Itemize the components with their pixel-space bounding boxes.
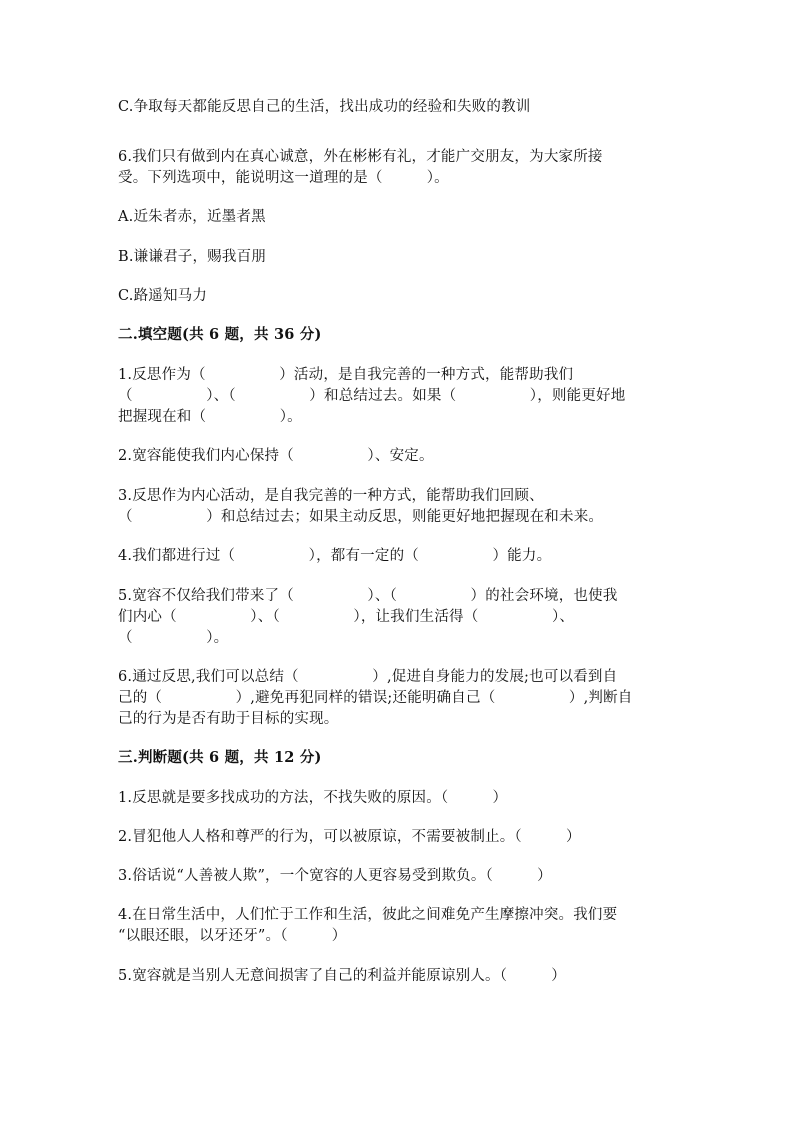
q6-stem-line2: 受。下列选项中，能说明这一道理的是（ ）。 — [118, 170, 449, 186]
fill-q5-line1: 5.宽容不仅给我们带来了（ ）、（ ）的社会环境，也使我 — [118, 588, 618, 604]
q5-option-c: C.争取每天都能反思自己的生活，找出成功的经验和失败的教训 — [118, 99, 531, 115]
fill-q1-line2: （ ）、（ ）和总结过去。如果（ ），则能更好地 — [118, 388, 626, 404]
judge-q4-line1: 4.在日常生活中，人们忙于工作和生活，彼此之间难免产生摩擦冲突。我们要 — [118, 907, 618, 923]
judge-q1: 1.反思就是要多找成功的方法，不找失败的原因。（ ） — [118, 790, 508, 806]
fill-q6-line2: 己的（ ）,避免再犯同样的错误;还能明确自己（ ）,判断自 — [118, 690, 633, 706]
fill-q1-line3: 把握现在和（ ）。 — [118, 409, 302, 425]
fill-q6-line3: 己的行为是否有助于目标的实现。 — [118, 711, 339, 727]
fill-q3-line1: 3.反思作为内心活动，是自我完善的一种方式，能帮助我们回顾、 — [118, 488, 544, 504]
q6-option-a: A.近朱者赤，近墨者黑 — [118, 209, 266, 225]
section3-heading: 三.判断题(共 6 题，共 12 分) — [118, 749, 322, 766]
q6-option-c: C.路遥知马力 — [118, 288, 208, 304]
judge-q2: 2.冒犯他人人格和尊严的行为，可以被原谅，不需要被制止。（ ） — [118, 829, 581, 845]
judge-q3: 3.俗话说“人善被人欺”，一个宽容的人更容易受到欺负。（ ） — [118, 868, 552, 884]
fill-q3-line2: （ ）和总结过去；如果主动反思，则能更好地把握现在和未来。 — [118, 509, 604, 525]
q6-option-b: B.谦谦君子，赐我百朋 — [118, 249, 266, 265]
fill-q5-line2: 们内心（ ）、（ ），让我们生活得（ ）、 — [118, 609, 575, 625]
fill-q4: 4.我们都进行过（ ），都有一定的（ ）能力。 — [118, 548, 552, 564]
fill-q1-line1: 1.反思作为（ ）活动，是自我完善的一种方式，能帮助我们 — [118, 367, 574, 383]
section2-heading: 二.填空题(共 6 题，共 36 分) — [118, 326, 322, 343]
judge-q5: 5.宽容就是当别人无意间损害了自己的利益并能原谅别人。（ ） — [118, 968, 566, 984]
judge-q4-line2: “以眼还眼，以牙还牙”。（ ） — [118, 928, 347, 944]
fill-q2: 2.宽容能使我们内心保持（ ）、安定。 — [118, 448, 434, 464]
fill-q5-line3: （ ）。 — [118, 630, 229, 646]
q6-stem-line1: 6.我们只有做到内在真心诚意，外在彬彬有礼，才能广交朋友，为大家所接 — [118, 149, 603, 165]
fill-q6-line1: 6.通过反思,我们可以总结（ ）,促进自身能力的发展;也可以看到自 — [118, 669, 618, 685]
